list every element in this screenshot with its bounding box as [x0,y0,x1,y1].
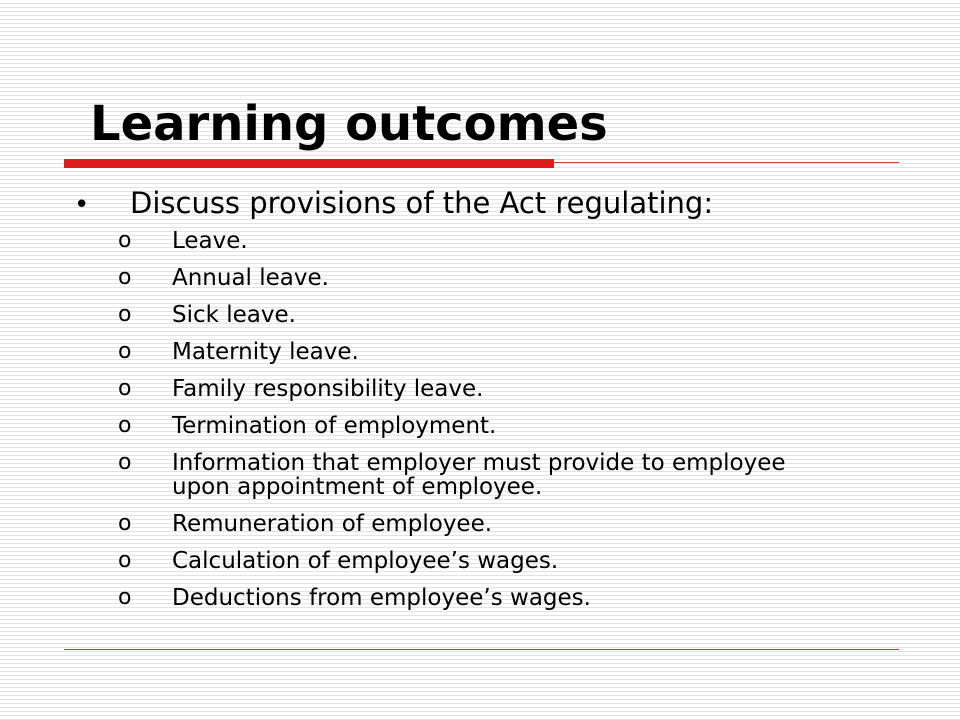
list-item [118,451,812,499]
list-item-text: Termination of employment. [172,413,497,439]
sub-bullet-icon: o [118,376,132,401]
list-item-text: Remuneration of employee. [172,511,493,537]
list-item [118,303,812,327]
list-item [118,266,812,290]
sub-bullet-icon: o [118,339,132,364]
footer-divider-line [64,649,899,650]
title-divider-line [554,162,899,163]
sub-bullet-icon: o [118,585,132,610]
sub-bullet-icon: o [118,302,132,327]
list-item-text: Annual leave. [172,265,329,291]
main-bullet-point [74,186,713,222]
bullet-icon: • [74,190,90,220]
slide-title: Learning outcomes [90,96,608,152]
sub-bullet-icon: o [118,265,132,290]
list-item-text: Sick leave. [172,302,296,328]
list-item-text: Family responsibility leave. [172,376,484,402]
sub-bullet-icon: o [118,413,132,438]
list-item-text: Leave. [172,228,248,254]
list-item [118,414,812,438]
list-item-text: Deductions from employee’s wages. [172,585,591,611]
list-item [118,549,812,573]
sub-bullet-icon: o [118,450,132,475]
sub-bullet-icon: o [118,548,132,573]
sub-bullet-icon: o [118,511,132,536]
list-item [118,377,812,401]
list-item-text: Information that employer must provide to employee upon appointment of employee. [172,450,786,500]
sub-bullet-icon: o [118,228,132,253]
list-item [118,512,812,536]
main-bullet-text: Discuss provisions of the Act regulating: [130,186,714,220]
list-item-text: Maternity leave. [172,339,359,365]
list-item [118,229,812,253]
list-item [118,340,812,364]
sub-bullet-list [118,229,812,623]
list-item [118,586,812,610]
list-item-text: Calculation of employee’s wages. [172,548,559,574]
title-accent-bar [64,159,554,168]
